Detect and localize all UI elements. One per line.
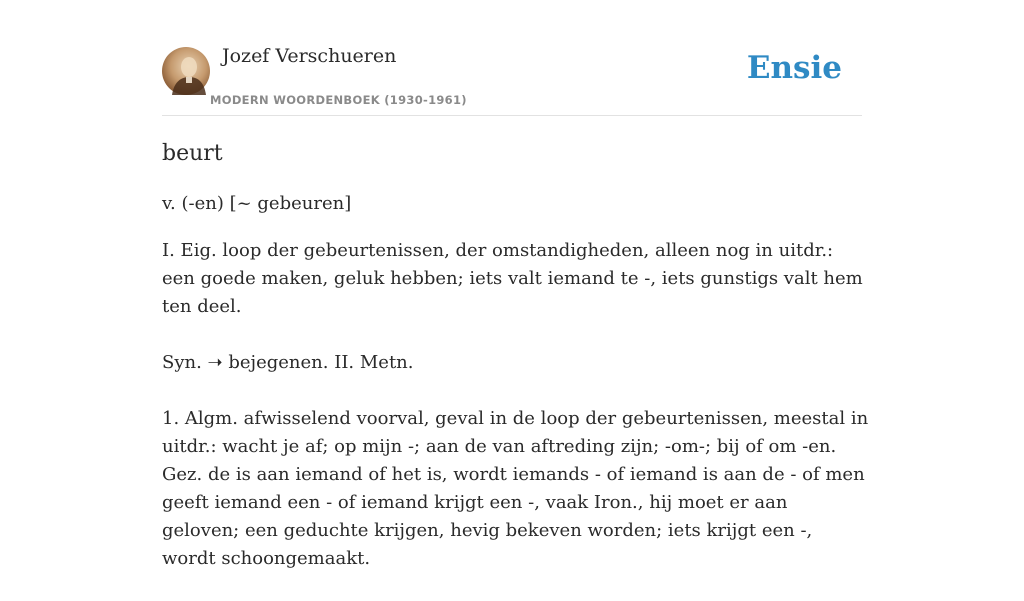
definition-paragraph: 1. Algm. afwisselend voorval, geval in de loop der gebeurtenissen, meestal in uitdr.: wacht je af; op mijn -; aan de van aftreding zijn; -om-; bij of om -en. Gez. de is aan iemand of het is, wordt iemands - of iemand is aan de - of men geeft iemand een - of iemand krijgt een -, vaak Iron., hij moet er aan geloven; een geduchte krijgen, hevig bekeven worden; iets krijgt een -, wordt schoongemaakt. xyxy=(162,408,869,569)
author-name[interactable]: Jozef Verschueren xyxy=(222,45,397,67)
entry-headword: beurt xyxy=(162,141,223,166)
definition-paragraph: Syn. ➝ bejegenen. II. Metn. xyxy=(162,352,414,373)
entry-content xyxy=(162,138,870,601)
author-avatar[interactable] xyxy=(162,47,210,95)
entry-header xyxy=(162,0,862,116)
entry-definition xyxy=(162,237,870,573)
source-name[interactable]: MODERN WOORDENBOEK (1930-1961) xyxy=(210,93,467,107)
definition-paragraph: I. Eig. loop der gebeurtenissen, der omstandigheden, alleen nog in uitdr.: een goede maken, geluk hebben; iets valt iemand te -, iets gunstigs valt hem ten deel. xyxy=(162,240,863,317)
entry-grammar: v. (-en) [~ gebeuren] xyxy=(162,193,352,214)
brand-logo[interactable]: Ensie xyxy=(746,50,842,86)
author-portrait-icon xyxy=(162,47,210,95)
